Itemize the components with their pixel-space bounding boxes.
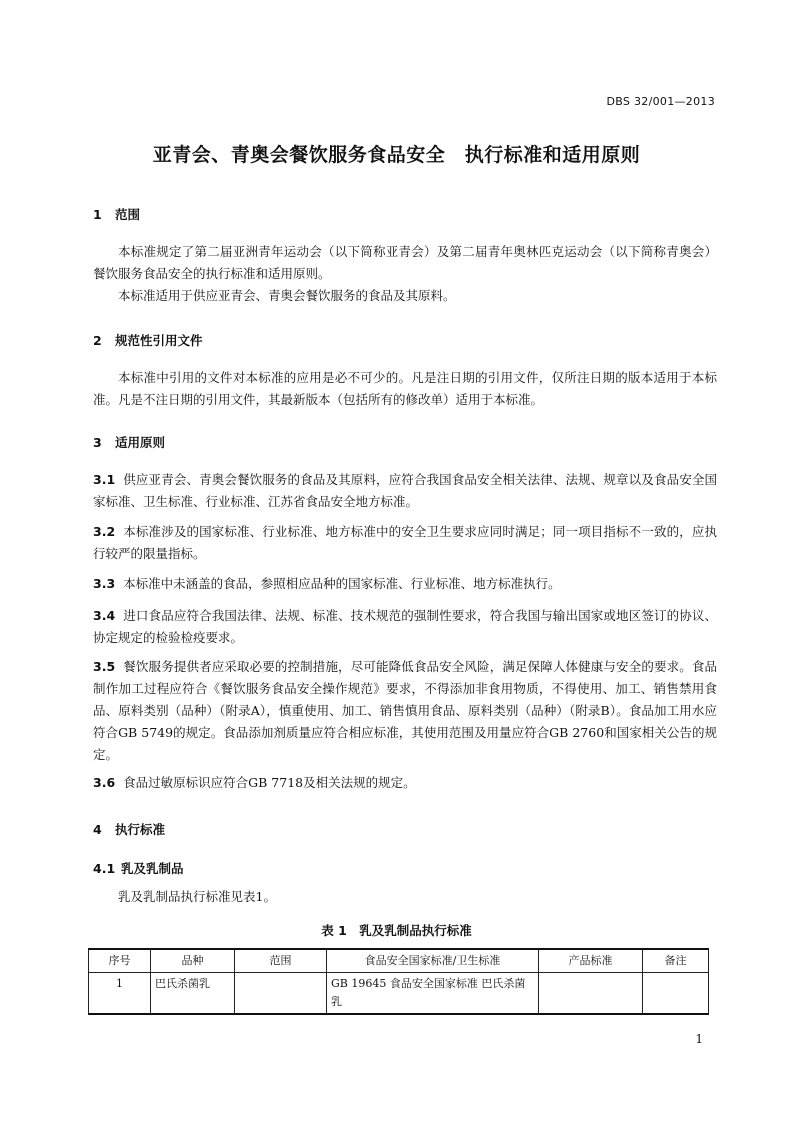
clause-text: 餐饮服务提供者应采取必要的控制措施，尽可能降低食品安全风险，满足保障人体健康与安全的要求。食品制作加工过程应符合《餐饮服务食品安全操作规范》要求，不得添加非食用物质，不得使用、加工、销售禁用食品、原料类别（品种）（附录A），慎重使用、加工、销售慎用食品、原料类别（品种）（附录B）。食品加工用水应符合GB 5749的规定。食品添加剂质量应符合相应标准，其使用范围及用量应符合GB 2760和国家相关公告的规定。: [93, 659, 717, 762]
cell-remarks: [643, 973, 709, 1015]
clause-number: 3.6: [93, 775, 116, 790]
col-header-national-standard: 食品安全国家标准/卫生标准: [327, 949, 539, 973]
section-title: 适用原则: [115, 435, 166, 450]
clause-text: 本标准涉及的国家标准、行业标准、地方标准中的安全卫生要求应同时满足；同一项目指标不一致的，应执行较严的限量指标。: [93, 524, 717, 561]
table-header-row: [89, 949, 709, 973]
clause-number: 3.5: [93, 659, 116, 674]
section-3-heading: [93, 433, 165, 451]
paragraph: 乳及乳制品执行标准见表1。: [118, 889, 276, 904]
clause-text: 食品过敏原标识应符合GB 7718及相关法规的规定。: [123, 775, 416, 790]
clause-text: 本标准中未涵盖的食品，参照相应品种的国家标准、行业标准、地方标准执行。: [123, 576, 561, 591]
clause-number: 3.2: [93, 524, 116, 539]
clause-3-5: [93, 656, 717, 766]
paragraph: 本标准适用于供应亚青会、青奥会餐饮服务的食品及其原料。: [118, 288, 456, 303]
table-caption: 表 1 乳及乳制品执行标准: [321, 923, 472, 938]
subsection-title: 乳及乳制品: [121, 861, 184, 876]
col-header-product-standard: 产品标准: [539, 949, 643, 973]
cell-product-standard: [539, 973, 643, 1015]
table-row: [89, 973, 709, 1015]
section-4-heading: [93, 820, 165, 838]
clause-3-4: [93, 605, 717, 649]
clause-3-1: [93, 469, 717, 513]
clause-text: 供应亚青会、青奥会餐饮服务的食品及其原料，应符合我国食品安全相关法律、法规、规章以及食品安全国家标准、卫生标准、行业标准、江苏省食品安全地方标准。: [93, 472, 717, 509]
col-header-scope: 范围: [235, 949, 327, 973]
standard-code: DBS 32/001—2013: [606, 95, 715, 108]
cell-scope: [235, 973, 327, 1015]
col-header-remarks: 备注: [643, 949, 709, 973]
section-number: 4: [93, 822, 102, 837]
section-number: 3: [93, 435, 102, 450]
cell-index: 1: [89, 973, 151, 1015]
section-2-heading: [93, 331, 203, 349]
clause-number: 3.3: [93, 576, 116, 591]
clause-3-2: [93, 521, 717, 565]
clause-number: 3.1: [93, 472, 116, 487]
document-title: 亚青会、青奥会餐饮服务食品安全 执行标准和适用原则: [152, 144, 641, 166]
clause-number: 3.4: [93, 608, 116, 623]
col-header-index: 序号: [89, 949, 151, 973]
section-title: 执行标准: [115, 822, 166, 837]
section-title: 规范性引用文件: [115, 333, 203, 348]
section-title: 范围: [115, 207, 141, 222]
standards-table: [88, 948, 709, 1015]
page-number: 1: [695, 1032, 703, 1046]
section-number: 1: [93, 207, 102, 222]
paragraph: 本标准规定了第二届亚洲青年运动会（以下简称亚青会）及第二届青年奥林匹克运动会（以下简称青奥会）餐饮服务食品安全的执行标准和适用原则。: [93, 244, 717, 281]
clause-3-6: [93, 772, 717, 794]
section-number: 2: [93, 333, 102, 348]
cell-national-standard: GB 19645 食品安全国家标准 巴氏杀菌乳: [327, 973, 539, 1015]
col-header-variety: 品种: [151, 949, 235, 973]
clause-text: 进口食品应符合我国法律、法规、标准、技术规范的强制性要求，符合我国与输出国家或地区签订的协议、协定规定的检验检疫要求。: [93, 608, 717, 645]
paragraph: 本标准中引用的文件对本标准的应用是必不可少的。凡是注日期的引用文件，仅所注日期的版本适用于本标准。凡是不注日期的引用文件，其最新版本（包括所有的修改单）适用于本标准。: [93, 370, 717, 407]
subsection-number: 4.1: [93, 861, 116, 876]
section-1-heading: [93, 205, 140, 223]
subsection-4-1-heading: [93, 859, 184, 877]
cell-variety: 巴氏杀菌乳: [151, 973, 235, 1015]
clause-3-3: [93, 573, 717, 595]
